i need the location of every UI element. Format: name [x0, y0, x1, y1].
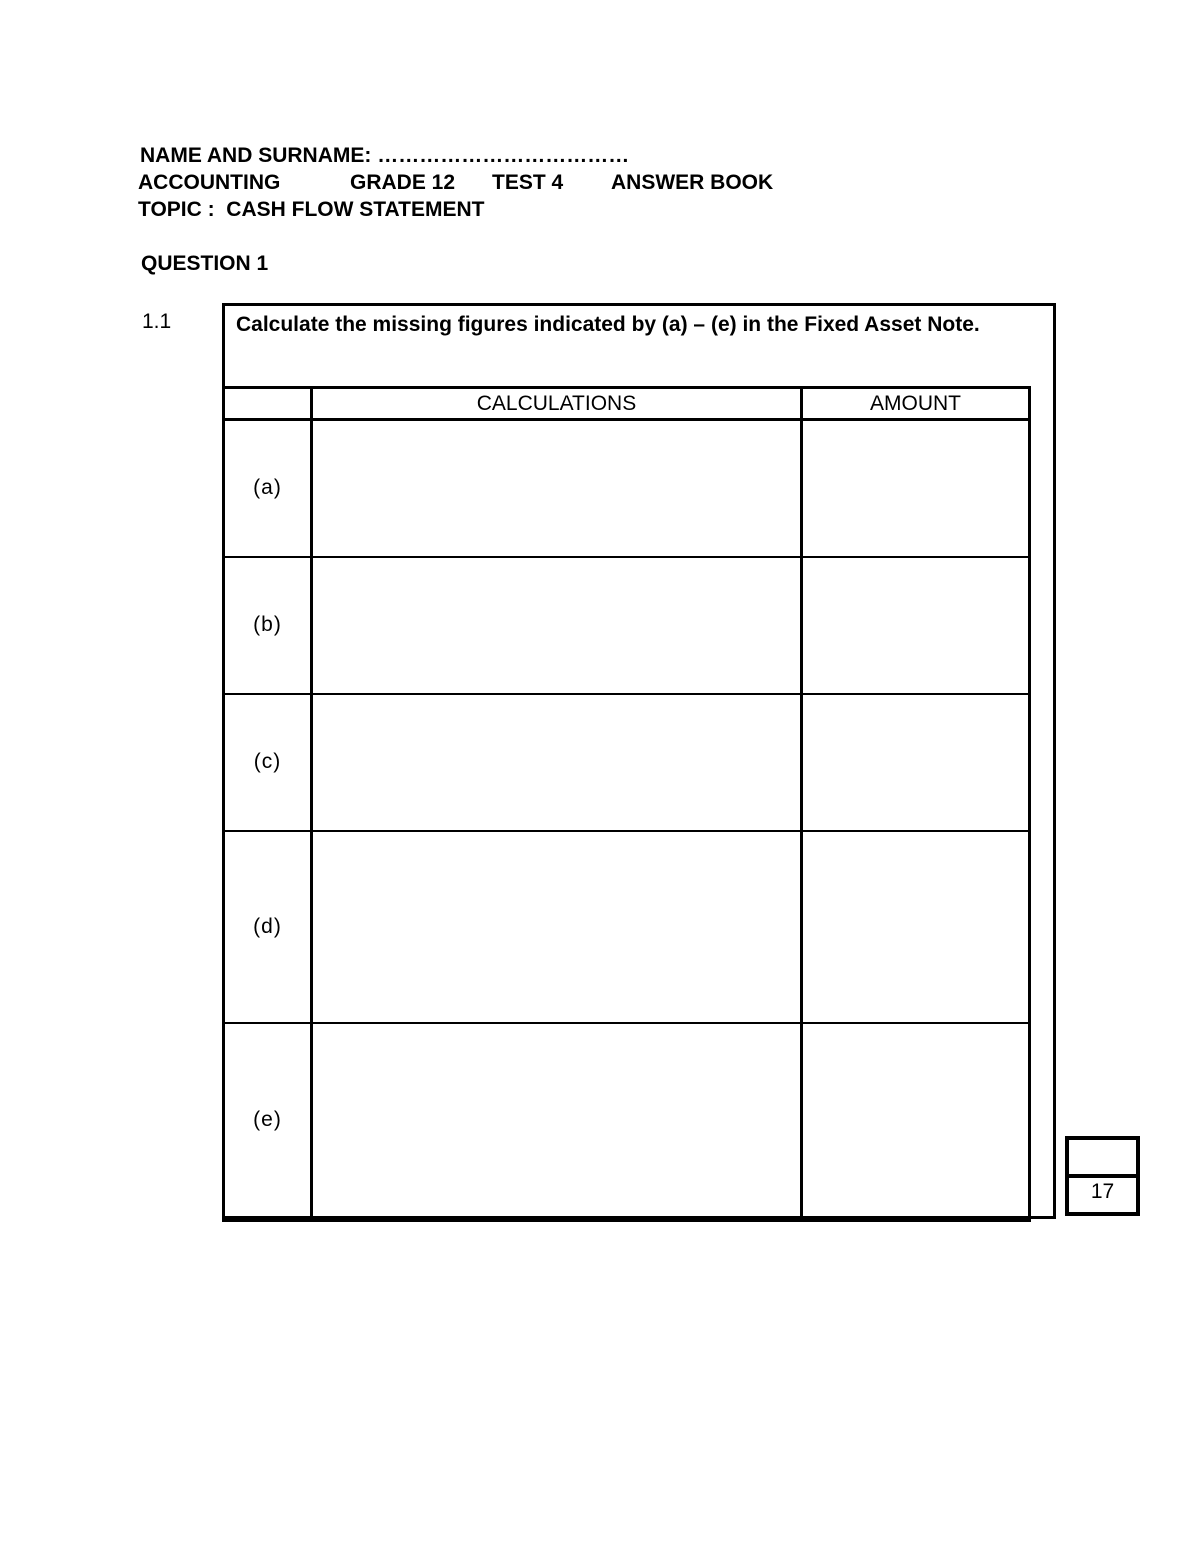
- row-label: (a): [224, 420, 312, 557]
- table-row: [224, 831, 1030, 1023]
- header-label-col: [224, 388, 312, 420]
- table-header-row: [224, 388, 1030, 420]
- amount-cell[interactable]: [802, 557, 1030, 694]
- grade-label: GRADE 12: [350, 171, 456, 194]
- question-number: 1.1: [142, 310, 172, 333]
- table-row: [224, 420, 1030, 557]
- marks-total: 17: [1090, 1180, 1115, 1203]
- calculation-cell[interactable]: [312, 694, 802, 831]
- question-instruction: Calculate the missing figures indicated by (a) – (e) in the Fixed Asset Note.: [236, 313, 980, 336]
- table-row: [224, 694, 1030, 831]
- question-title: QUESTION 1: [141, 252, 269, 275]
- answer-table: [222, 386, 1031, 1222]
- amount-cell[interactable]: [802, 831, 1030, 1023]
- table-row: [224, 557, 1030, 694]
- header-amount: AMOUNT: [802, 388, 1030, 420]
- mark-divider: [1069, 1174, 1136, 1178]
- subject-label: ACCOUNTING: [138, 171, 281, 194]
- mark-box: [1065, 1136, 1140, 1216]
- amount-cell[interactable]: [802, 694, 1030, 831]
- amount-cell[interactable]: [802, 420, 1030, 557]
- name-surname-line: NAME AND SURNAME: ………………………………: [140, 144, 630, 167]
- calculation-cell[interactable]: [312, 1023, 802, 1220]
- row-label: (d): [224, 831, 312, 1023]
- row-label: (e): [224, 1023, 312, 1220]
- calculation-cell[interactable]: [312, 831, 802, 1023]
- calculation-cell[interactable]: [312, 557, 802, 694]
- table-row: [224, 1023, 1030, 1220]
- answer-book-label: ANSWER BOOK: [611, 171, 774, 194]
- amount-cell[interactable]: [802, 1023, 1030, 1220]
- topic-line: TOPIC : CASH FLOW STATEMENT: [138, 198, 485, 221]
- row-label: (c): [224, 694, 312, 831]
- calculation-cell[interactable]: [312, 420, 802, 557]
- row-label: (b): [224, 557, 312, 694]
- header-calculations: CALCULATIONS: [312, 388, 802, 420]
- test-label: TEST 4: [492, 171, 564, 194]
